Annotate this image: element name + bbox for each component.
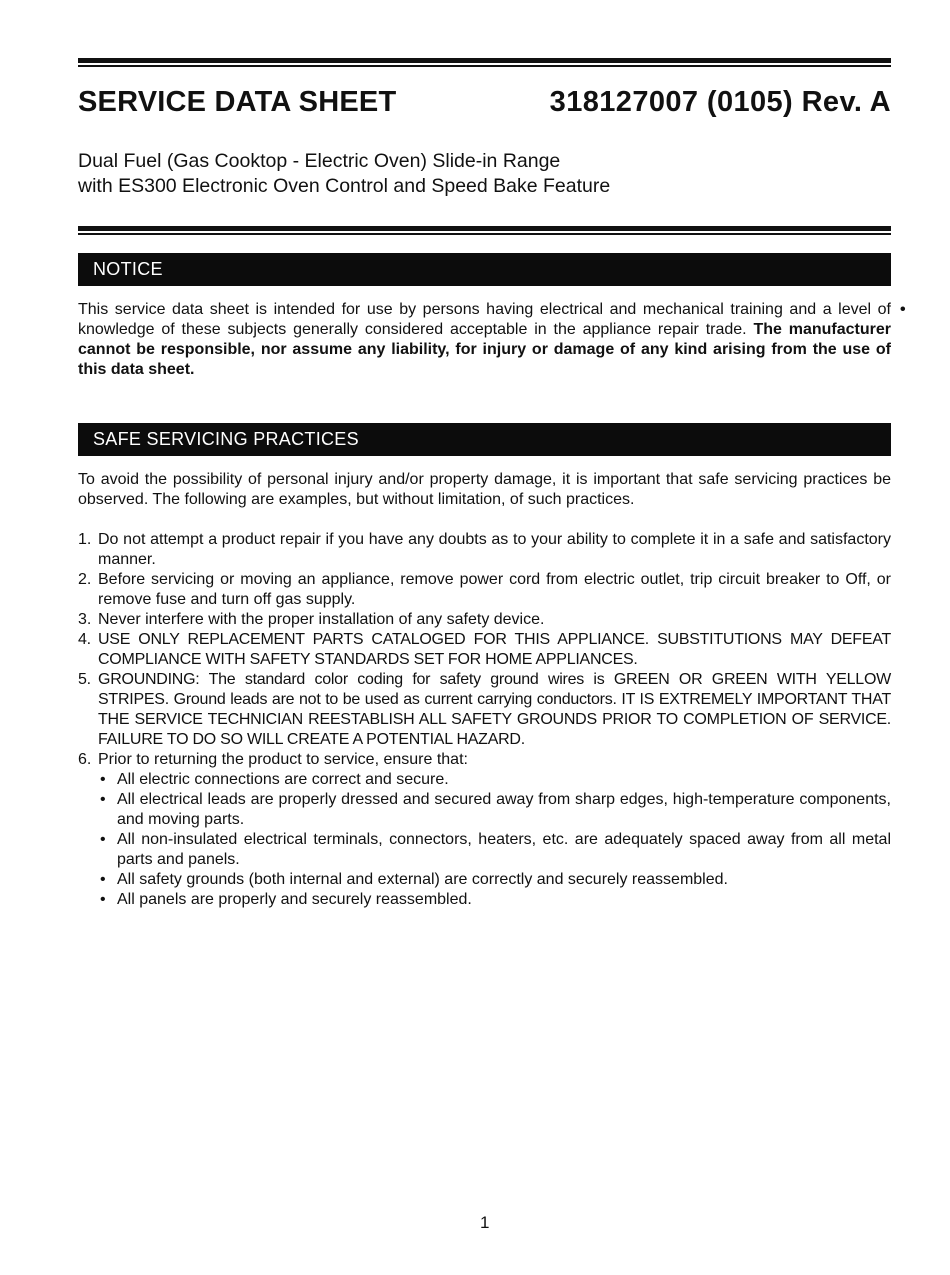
item-text: Prior to returning the product to service, ensure that: — [98, 751, 468, 768]
item-text: GROUNDING: The standard color coding for safety ground wires is GREEN OR GREEN WITH YELLOW STRIPES. Ground leads are not to be used as current carrying conductors. IT IS EXTREMELY IMPORTANT THAT THE SERVICE TECHNICIAN REESTABLISH ALL SAFETY GROUNDS PRIOR TO COMPLETION OF SERVICE. FAILURE TO DO SO WILL CREATE A POTENTIAL HAZARD. — [98, 671, 891, 748]
checklist-item — [98, 770, 891, 790]
bullet-icon: • — [100, 871, 106, 888]
safe-servicing-intro: To avoid the possibility of personal injury and/or property damage, it is important that safe servicing practices be observed. The following are examples, but without limitation, of such practices. — [78, 471, 891, 508]
item-text: Do not attempt a product repair if you have any doubts as to your ability to complete it in a safe and satisfactory manner. — [98, 531, 891, 568]
page-number: 1 — [480, 1213, 490, 1232]
checklist-item — [98, 790, 891, 830]
item-number: 1. — [78, 531, 92, 548]
checklist-item — [98, 830, 891, 870]
list-item — [78, 530, 891, 570]
safe-servicing-heading: SAFE SERVICING PRACTICES — [78, 423, 891, 456]
checklist-text: All non-insulated electrical terminals, connectors, heaters, etc. are adequately spaced away from all metal parts and panels. — [117, 831, 891, 868]
item-number: 4. — [78, 631, 91, 648]
checklist-text: All electrical leads are properly dressed and secured away from sharp edges, high-temperature components, and moving parts. — [117, 791, 891, 828]
item-number: 2. — [78, 571, 92, 588]
bullet-icon: • — [100, 771, 106, 788]
checklist — [98, 770, 891, 910]
notice-heading: NOTICE — [78, 253, 891, 286]
checklist-item — [98, 890, 891, 910]
item-number: 3. — [78, 611, 92, 628]
liability-disclaimer: The manufacturer cannot be responsible, nor assume any liability, for injury or damage of any kind arising from the use of this data sheet. — [78, 321, 891, 378]
notice-text: This service data sheet is intended for use by persons having electrical and mechanical training and a level of knowledge of these subjects generally considered acceptable in the appliance repair trade. — [78, 301, 891, 338]
safety-practices-list — [78, 530, 891, 910]
item-text: Never interfere with the proper installation of any safety device. — [98, 611, 545, 628]
document-number: 318127007 (0105) Rev. A — [549, 86, 891, 118]
list-item — [78, 670, 891, 750]
bullet-icon: • — [100, 831, 106, 848]
checklist-item — [98, 870, 891, 890]
list-item — [78, 630, 891, 670]
item-number: 5. — [78, 671, 91, 688]
product-description — [78, 149, 610, 199]
notice-paragraph — [78, 300, 891, 380]
top-double-rule — [78, 58, 891, 67]
list-item — [78, 570, 891, 610]
section-double-rule — [78, 226, 891, 235]
bullet-icon: • — [100, 791, 106, 808]
item-number: 6. — [78, 751, 92, 768]
bullet-icon: • — [100, 891, 106, 908]
list-item — [78, 610, 891, 630]
subtitle-line-2: with ES300 Electronic Oven Control and Speed Bake Feature — [78, 175, 611, 197]
item-text: USE ONLY REPLACEMENT PARTS CATALOGED FOR THIS APPLIANCE. SUBSTITUTIONS MAY DEFEAT COMPLIANCE WITH SAFETY STANDARDS SET FOR HOME APPLIANCES. — [98, 631, 891, 668]
list-item — [78, 750, 891, 910]
subtitle-line-1: Dual Fuel (Gas Cooktop - Electric Oven) Slide-in Range — [78, 150, 561, 172]
item-text: Before servicing or moving an appliance, remove power cord from electric outlet, trip circuit breaker to Off, or remove fuse and turn off gas supply. — [98, 571, 891, 608]
checklist-text: All safety grounds (both internal and external) are correctly and securely reassembled. — [117, 871, 728, 888]
checklist-text: All panels are properly and securely reassembled. — [117, 891, 472, 908]
page-title: SERVICE DATA SHEET — [78, 86, 397, 118]
checklist-text: All electric connections are correct and secure. — [117, 771, 449, 788]
margin-mark: • — [900, 301, 906, 318]
